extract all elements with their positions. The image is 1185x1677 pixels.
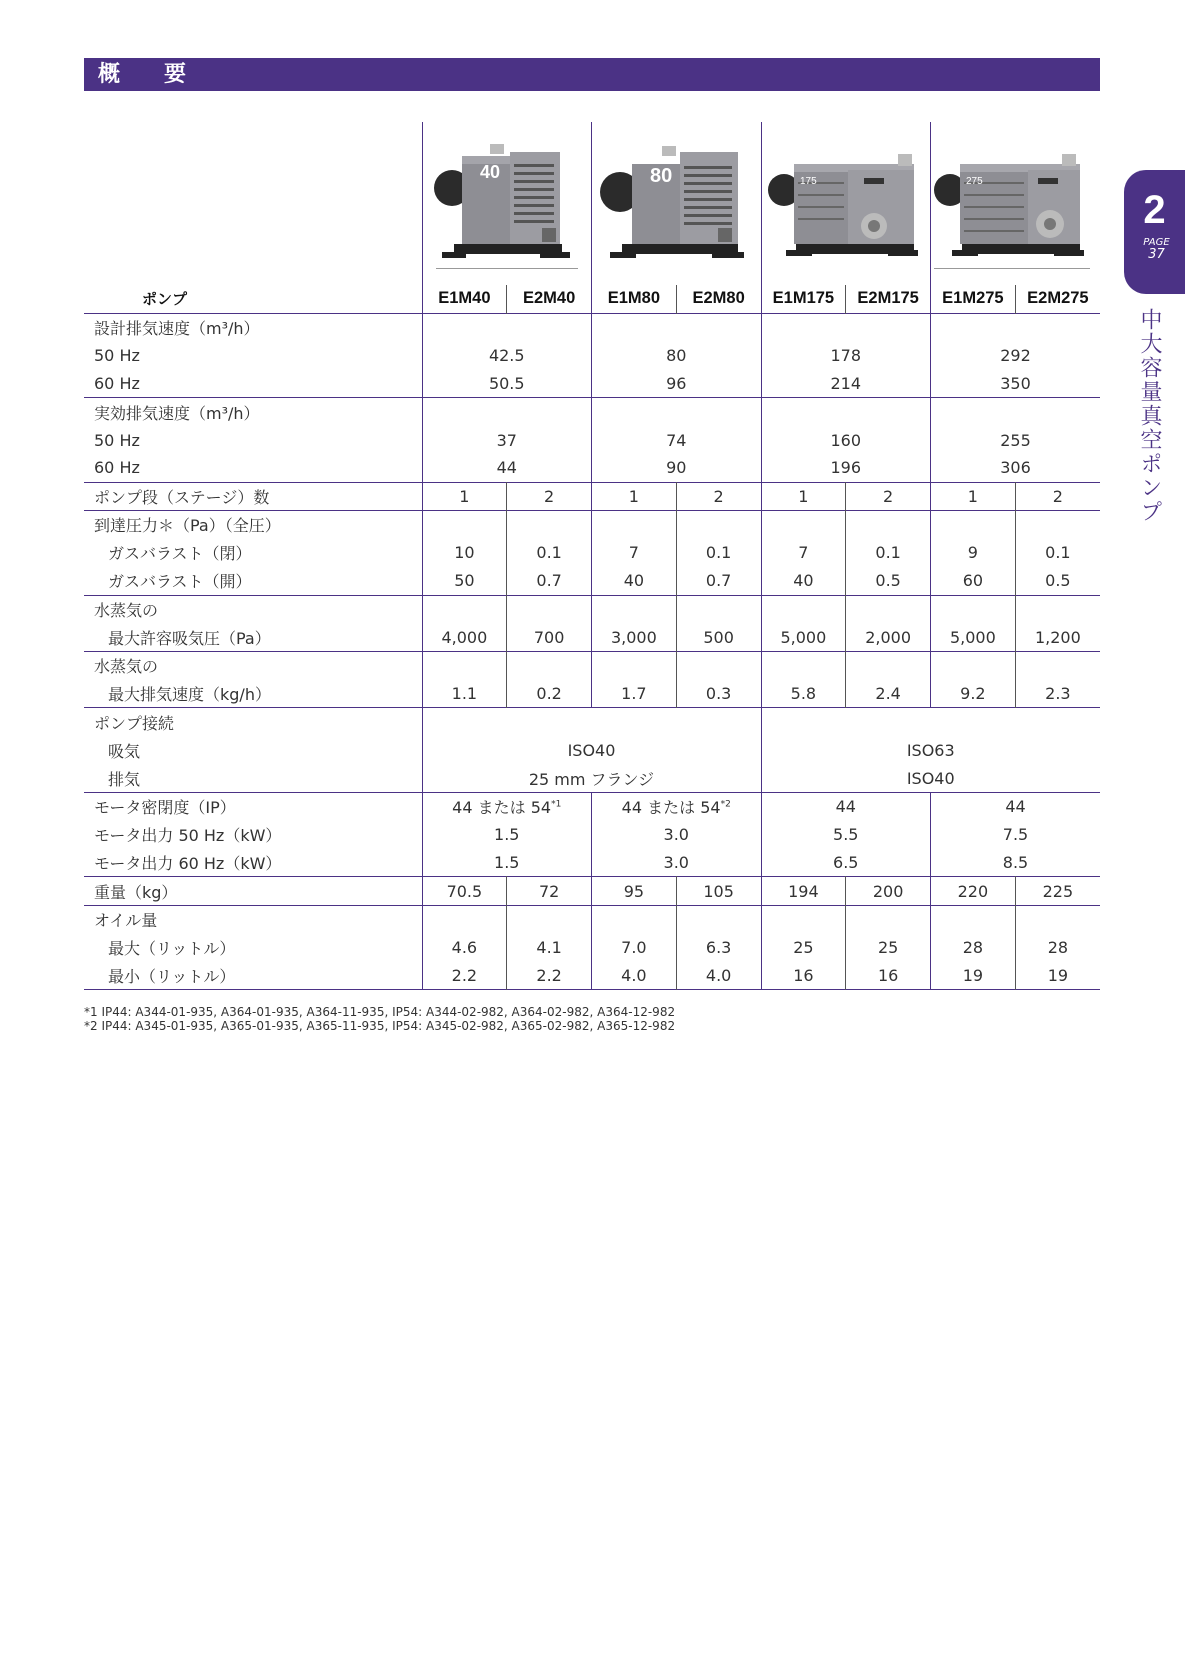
- table-cell: 16: [846, 962, 931, 990]
- photo-divider: [930, 122, 931, 285]
- table-row: [84, 651, 1100, 679]
- table-cell: 4.1: [507, 933, 592, 961]
- table-cell: 200: [846, 877, 931, 905]
- table-cell: 25 mm フランジ: [422, 764, 761, 792]
- table-cell: 7: [592, 539, 677, 567]
- table-cell: 2: [507, 482, 592, 510]
- table-cell: 214: [761, 370, 931, 398]
- table-cell: 2: [676, 482, 761, 510]
- table-cell: 1.1: [422, 680, 507, 708]
- table-cell: 5,000: [761, 623, 846, 651]
- table-cell: 0.1: [846, 539, 931, 567]
- table-cell: 700: [507, 623, 592, 651]
- row-label: ポンプ接続: [94, 713, 175, 733]
- table-cell: [592, 792, 762, 820]
- table-cell: 105: [676, 877, 761, 905]
- spec-table: [84, 285, 1100, 990]
- page-number: 37: [1148, 247, 1165, 262]
- pump-e275-photo: [934, 150, 1094, 270]
- table-cell: 5.8: [761, 680, 846, 708]
- model-header-row: [84, 285, 1100, 313]
- row-label: モータ出力 60 Hz（kW）: [94, 854, 282, 874]
- chapter-number: 2: [1143, 188, 1166, 232]
- table-cell: 1: [592, 482, 677, 510]
- table-row: [84, 792, 1100, 820]
- table-cell: 1: [422, 482, 507, 510]
- table-cell: 3,000: [592, 623, 677, 651]
- section-title-1: 概: [98, 62, 123, 87]
- table-cell: 95: [592, 877, 677, 905]
- table-cell: 0.1: [507, 539, 592, 567]
- table-row: [84, 736, 1100, 764]
- cell-text: 44 または 54: [621, 798, 721, 818]
- row-label: モータ密閉度（IP）: [94, 798, 236, 818]
- row-label: オイル量: [94, 910, 158, 930]
- table-cell: 5,000: [931, 623, 1016, 651]
- table-row: [84, 426, 1100, 454]
- row-label: ポンプ段（ステージ）数: [94, 487, 270, 507]
- table-cell: 90: [592, 454, 762, 482]
- photo-divider: [591, 122, 592, 285]
- cell-text: 44 または 54: [452, 798, 552, 818]
- table-row: [84, 764, 1100, 792]
- table-cell: [422, 792, 592, 820]
- model-e1m275: E1M275: [931, 285, 1016, 313]
- pump-header: ポンプ: [142, 290, 188, 309]
- table-cell: 225: [1015, 877, 1100, 905]
- model-e1m40: E1M40: [422, 285, 507, 313]
- table-cell: 1: [761, 482, 846, 510]
- table-cell: 80: [592, 341, 762, 369]
- table-cell: 220: [931, 877, 1016, 905]
- table-cell: 7: [761, 539, 846, 567]
- table-row: [84, 539, 1100, 567]
- table-cell: 40: [592, 567, 677, 595]
- pump-label-175: 175: [800, 176, 817, 187]
- table-cell: 4.0: [676, 962, 761, 990]
- table-cell: 160: [761, 426, 931, 454]
- table-row: [84, 933, 1100, 961]
- table-row: [84, 680, 1100, 708]
- table-cell: 0.5: [846, 567, 931, 595]
- pump-e40-photo: [432, 140, 582, 270]
- table-row: [84, 595, 1100, 623]
- table-cell: 60: [931, 567, 1016, 595]
- table-row: [84, 877, 1100, 905]
- table-cell: ISO40: [422, 736, 761, 764]
- table-cell: 28: [931, 933, 1016, 961]
- table-cell: 194: [761, 877, 846, 905]
- table-cell: 25: [846, 933, 931, 961]
- table-cell: 0.2: [507, 680, 592, 708]
- pump-label-40: 40: [480, 162, 501, 182]
- table-cell: 2.3: [1015, 680, 1100, 708]
- table-row: [84, 313, 1100, 341]
- table-cell: 5.5: [761, 821, 931, 849]
- table-cell: 9.2: [931, 680, 1016, 708]
- model-e1m80: E1M80: [592, 285, 677, 313]
- table-cell: 0.1: [1015, 539, 1100, 567]
- table-row: [84, 511, 1100, 539]
- section-title-2: 要: [164, 62, 189, 87]
- model-e2m175: E2M175: [846, 285, 931, 313]
- row-label: 最小（リットル）: [108, 966, 236, 986]
- section-header: [84, 58, 1100, 91]
- table-row: [84, 962, 1100, 990]
- table-row: [84, 398, 1100, 426]
- table-cell: 37: [422, 426, 592, 454]
- table-cell: 1: [931, 482, 1016, 510]
- table-cell: 28: [1015, 933, 1100, 961]
- table-cell: 2,000: [846, 623, 931, 651]
- table-cell: 6.5: [761, 849, 931, 877]
- table-cell: 19: [931, 962, 1016, 990]
- row-label: 最大（リットル）: [108, 938, 236, 958]
- table-cell: 3.0: [592, 821, 762, 849]
- row-label: 到達圧力＊（Pa）（全圧）: [94, 516, 281, 536]
- table-cell: 6.3: [676, 933, 761, 961]
- table-cell: ISO63: [761, 736, 1100, 764]
- table-cell: 10: [422, 539, 507, 567]
- chapter-title: 中大容量真空ポンプ: [1137, 308, 1162, 524]
- row-label: 60 Hz: [94, 373, 140, 393]
- table-cell: 4.0: [592, 962, 677, 990]
- model-e2m275: E2M275: [1015, 285, 1100, 313]
- row-label: 50 Hz: [94, 345, 140, 365]
- table-row: [84, 370, 1100, 398]
- footnotes: [84, 1005, 675, 1033]
- table-cell: 1,200: [1015, 623, 1100, 651]
- table-cell: 4.6: [422, 933, 507, 961]
- model-e2m80: E2M80: [676, 285, 761, 313]
- pump-e175-photo: [768, 150, 928, 270]
- table-cell: 40: [761, 567, 846, 595]
- pump-e80-photo: [600, 140, 755, 270]
- table-cell: 350: [931, 370, 1101, 398]
- row-label: ガスバラスト（閉）: [108, 544, 252, 564]
- table-cell: 1.5: [422, 849, 592, 877]
- pump-label-275: 275: [966, 176, 983, 187]
- table-cell: 2.2: [422, 962, 507, 990]
- table-cell: 44: [422, 454, 592, 482]
- photo-divider: [422, 122, 423, 285]
- table-cell: ISO40: [761, 764, 1100, 792]
- photo-underline: [934, 268, 1090, 269]
- footnote-mark: *1: [551, 799, 562, 810]
- page-label: PAGE: [1143, 237, 1170, 248]
- table-cell: 255: [931, 426, 1101, 454]
- table-cell: 74: [592, 426, 762, 454]
- table-cell: 7.0: [592, 933, 677, 961]
- footnote-mark: *2: [720, 799, 731, 810]
- table-cell: 2.4: [846, 680, 931, 708]
- photo-divider: [761, 122, 762, 285]
- table-cell: 25: [761, 933, 846, 961]
- table-cell: 306: [931, 454, 1101, 482]
- table-cell: 0.7: [507, 567, 592, 595]
- table-cell: 7.5: [931, 821, 1101, 849]
- table-cell: 0.3: [676, 680, 761, 708]
- table-row: [84, 821, 1100, 849]
- row-label: 最大排気速度（kg/h）: [108, 684, 271, 704]
- row-label: 設計排気速度（m³/h）: [94, 319, 260, 339]
- table-cell: 9: [931, 539, 1016, 567]
- table-row: [84, 341, 1100, 369]
- table-row: [84, 905, 1100, 933]
- table-cell: 8.5: [931, 849, 1101, 877]
- table-cell: 3.0: [592, 849, 762, 877]
- photo-underline: [436, 268, 578, 269]
- table-cell: 44: [931, 792, 1101, 820]
- table-cell: 2: [1015, 482, 1100, 510]
- table-cell: 4,000: [422, 623, 507, 651]
- row-label: 吸気: [108, 741, 141, 761]
- table-cell: 50: [422, 567, 507, 595]
- row-label: 重量（kg）: [94, 882, 178, 902]
- table-cell: 1.7: [592, 680, 677, 708]
- table-row: [84, 482, 1100, 510]
- row-label: ガスバラスト（開）: [108, 572, 252, 592]
- chapter-tab: [1124, 170, 1185, 294]
- table-row: [84, 454, 1100, 482]
- row-label: モータ出力 50 Hz（kW）: [94, 826, 282, 846]
- table-cell: 196: [761, 454, 931, 482]
- model-e1m175: E1M175: [761, 285, 846, 313]
- table-cell: 2.2: [507, 962, 592, 990]
- table-cell: 0.5: [1015, 567, 1100, 595]
- table-cell: 2: [846, 482, 931, 510]
- footnote-1: *1 IP44: A344-01-935, A364-01-935, A364-11-935, IP54: A344-02-982, A364-02-982, A364-12-982: [84, 1005, 676, 1019]
- row-label: 実効排気速度（m³/h）: [94, 403, 260, 423]
- table-row: [84, 708, 1100, 736]
- row-label: 60 Hz: [94, 458, 140, 478]
- row-label: 50 Hz: [94, 430, 140, 450]
- table-cell: 0.7: [676, 567, 761, 595]
- row-label: 最大許容吸気圧（Pa）: [108, 628, 271, 648]
- table-cell: 72: [507, 877, 592, 905]
- pump-label-80: 80: [650, 165, 673, 187]
- table-cell: 44: [761, 792, 931, 820]
- table-cell: 42.5: [422, 341, 592, 369]
- model-e2m40: E2M40: [507, 285, 592, 313]
- table-cell: 19: [1015, 962, 1100, 990]
- row-label: 水蒸気の: [94, 657, 159, 677]
- table-cell: 178: [761, 341, 931, 369]
- table-cell: 0.1: [676, 539, 761, 567]
- table-cell: 500: [676, 623, 761, 651]
- table-cell: 292: [931, 341, 1101, 369]
- table-cell: 96: [592, 370, 762, 398]
- table-row: [84, 567, 1100, 595]
- table-row: [84, 849, 1100, 877]
- table-cell: 50.5: [422, 370, 592, 398]
- table-row: [84, 623, 1100, 651]
- table-cell: 1.5: [422, 821, 592, 849]
- footnote-2: *2 IP44: A345-01-935, A365-01-935, A365-11-935, IP54: A345-02-982, A365-02-982, A365-12-982: [84, 1019, 676, 1033]
- table-cell: 70.5: [422, 877, 507, 905]
- table-cell: 16: [761, 962, 846, 990]
- row-label: 排気: [108, 769, 141, 789]
- row-label: 水蒸気の: [94, 600, 159, 620]
